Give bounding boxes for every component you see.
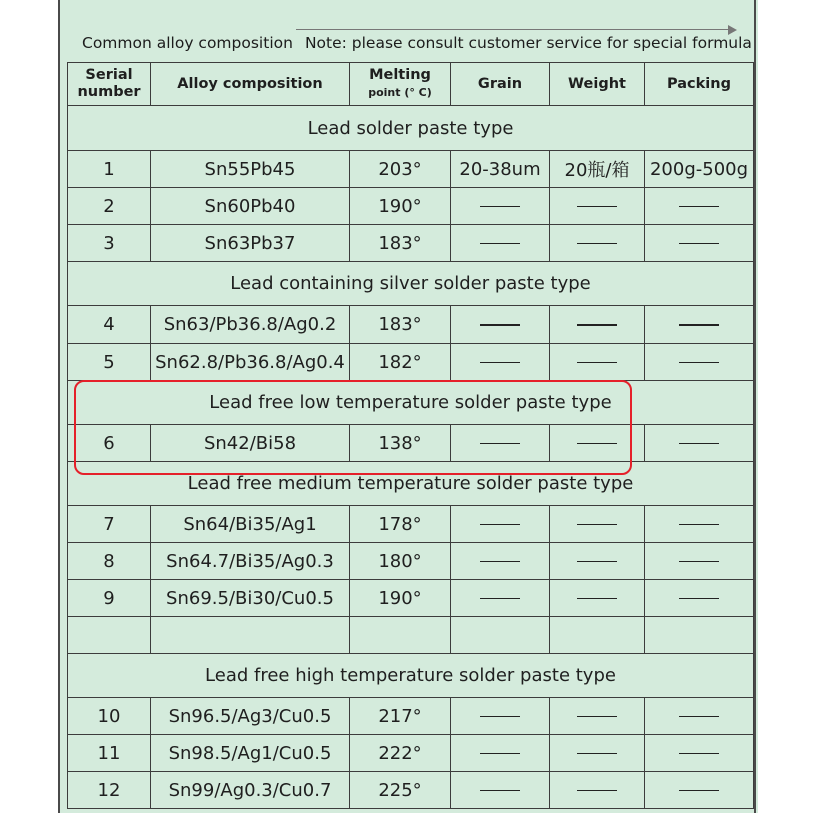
empty-cell bbox=[645, 617, 754, 654]
empty-dash bbox=[480, 753, 520, 755]
melting-cell: 222° bbox=[350, 735, 451, 772]
table-row bbox=[68, 543, 754, 580]
section-row bbox=[68, 262, 754, 306]
empty-dash bbox=[679, 362, 719, 364]
empty-dash bbox=[480, 524, 520, 526]
serial-cell: 10 bbox=[68, 698, 151, 735]
empty-dash bbox=[577, 790, 617, 792]
empty-dash bbox=[480, 324, 520, 326]
empty-cell bbox=[451, 617, 550, 654]
alloy-cell: Sn98.5/Ag1/Cu0.5 bbox=[151, 735, 350, 772]
section-title: Lead solder paste type bbox=[68, 106, 754, 151]
empty-dash bbox=[679, 243, 719, 245]
table-row bbox=[68, 506, 754, 543]
empty-dash bbox=[577, 716, 617, 718]
serial-cell: 1 bbox=[68, 151, 151, 188]
table-row bbox=[68, 225, 754, 262]
table-row bbox=[68, 151, 754, 188]
empty-dash bbox=[679, 324, 719, 326]
packing-cell bbox=[645, 543, 754, 580]
right-frame-line bbox=[754, 0, 756, 813]
packing-cell bbox=[645, 506, 754, 543]
weight-cell bbox=[550, 506, 645, 543]
melting-cell: 217° bbox=[350, 698, 451, 735]
melting-cell: 225° bbox=[350, 772, 451, 809]
grain-cell bbox=[451, 306, 550, 344]
melting-cell: 180° bbox=[350, 543, 451, 580]
empty-dash bbox=[577, 561, 617, 563]
serial-cell: 5 bbox=[68, 344, 151, 381]
alloy-cell: Sn99/Ag0.3/Cu0.7 bbox=[151, 772, 350, 809]
grain-cell bbox=[451, 698, 550, 735]
packing-cell bbox=[645, 225, 754, 262]
arrow-line bbox=[296, 29, 732, 30]
alloy-cell: Sn62.8/Pb36.8/Ag0.4 bbox=[151, 344, 350, 381]
empty-dash bbox=[480, 561, 520, 563]
grain-cell bbox=[451, 772, 550, 809]
melting-cell: 138° bbox=[350, 425, 451, 462]
serial-cell: 6 bbox=[68, 425, 151, 462]
serial-cell: 12 bbox=[68, 772, 151, 809]
header-note: Note: please consult customer service for special formula bbox=[304, 34, 752, 52]
empty-dash bbox=[480, 243, 520, 245]
melting-cell: 182° bbox=[350, 344, 451, 381]
table-row bbox=[68, 580, 754, 617]
empty-dash bbox=[480, 598, 520, 600]
packing-cell bbox=[645, 772, 754, 809]
alloy-cell: Sn69.5/Bi30/Cu0.5 bbox=[151, 580, 350, 617]
empty-dash bbox=[577, 324, 617, 326]
empty-row bbox=[68, 617, 754, 654]
alloy-cell: Sn96.5/Ag3/Cu0.5 bbox=[151, 698, 350, 735]
packing-cell bbox=[645, 306, 754, 344]
column-header-melting: Melting point (° C) bbox=[350, 63, 451, 106]
grain-cell bbox=[451, 188, 550, 225]
table-row bbox=[68, 306, 754, 344]
melting-cell: 178° bbox=[350, 506, 451, 543]
alloy-cell: Sn63Pb37 bbox=[151, 225, 350, 262]
table-row bbox=[68, 188, 754, 225]
empty-cell bbox=[550, 617, 645, 654]
weight-cell bbox=[550, 306, 645, 344]
alloy-cell: Sn42/Bi58 bbox=[151, 425, 350, 462]
serial-cell: 8 bbox=[68, 543, 151, 580]
alloy-cell: Sn55Pb45 bbox=[151, 151, 350, 188]
header-title: Common alloy composition bbox=[82, 34, 293, 52]
empty-cell bbox=[151, 617, 350, 654]
empty-dash bbox=[577, 206, 617, 208]
empty-dash bbox=[577, 598, 617, 600]
packing-cell bbox=[645, 188, 754, 225]
table-row bbox=[68, 772, 754, 809]
table-row bbox=[68, 698, 754, 735]
table-row bbox=[68, 344, 754, 381]
table-header-row bbox=[68, 63, 754, 106]
melting-cell: 203° bbox=[350, 151, 451, 188]
grain-cell bbox=[451, 580, 550, 617]
empty-dash bbox=[577, 243, 617, 245]
column-header-packing: Packing bbox=[645, 63, 754, 106]
serial-cell: 4 bbox=[68, 306, 151, 344]
grain-cell bbox=[451, 344, 550, 381]
packing-cell: 200g-500g bbox=[645, 151, 754, 188]
alloy-cell: Sn60Pb40 bbox=[151, 188, 350, 225]
weight-cell bbox=[550, 543, 645, 580]
empty-dash bbox=[679, 206, 719, 208]
packing-cell bbox=[645, 735, 754, 772]
empty-dash bbox=[577, 524, 617, 526]
weight-cell bbox=[550, 772, 645, 809]
serial-cell: 11 bbox=[68, 735, 151, 772]
alloy-cell: Sn64/Bi35/Ag1 bbox=[151, 506, 350, 543]
packing-cell bbox=[645, 344, 754, 381]
section-title: Lead containing silver solder paste type bbox=[68, 262, 754, 306]
column-header-alloy: Alloy composition bbox=[151, 63, 350, 106]
empty-dash bbox=[679, 598, 719, 600]
alloy-cell: Sn63/Pb36.8/Ag0.2 bbox=[151, 306, 350, 344]
grain-cell: 20-38um bbox=[451, 151, 550, 188]
column-header-weight: Weight bbox=[550, 63, 645, 106]
empty-dash bbox=[577, 362, 617, 364]
alloy-cell: Sn64.7/Bi35/Ag0.3 bbox=[151, 543, 350, 580]
melting-cell: 183° bbox=[350, 225, 451, 262]
serial-cell: 7 bbox=[68, 506, 151, 543]
grain-cell bbox=[451, 225, 550, 262]
serial-cell: 3 bbox=[68, 225, 151, 262]
empty-dash bbox=[577, 753, 617, 755]
grain-cell bbox=[451, 735, 550, 772]
weight-cell bbox=[550, 580, 645, 617]
empty-dash bbox=[679, 790, 719, 792]
highlight-box bbox=[74, 380, 632, 475]
packing-cell bbox=[645, 580, 754, 617]
weight-cell bbox=[550, 188, 645, 225]
empty-cell bbox=[350, 617, 451, 654]
weight-cell bbox=[550, 698, 645, 735]
column-header-grain: Grain bbox=[451, 63, 550, 106]
packing-cell bbox=[645, 425, 754, 462]
weight-cell bbox=[550, 344, 645, 381]
weight-cell bbox=[550, 225, 645, 262]
section-row bbox=[68, 654, 754, 698]
weight-cell: 20瓶/箱 bbox=[550, 151, 645, 188]
header-line bbox=[82, 34, 752, 52]
melting-cell: 190° bbox=[350, 188, 451, 225]
serial-cell: 2 bbox=[68, 188, 151, 225]
left-frame-line bbox=[58, 0, 60, 813]
packing-cell bbox=[645, 698, 754, 735]
melting-cell: 190° bbox=[350, 580, 451, 617]
melting-cell: 183° bbox=[350, 306, 451, 344]
empty-dash bbox=[679, 561, 719, 563]
serial-cell: 9 bbox=[68, 580, 151, 617]
empty-dash bbox=[480, 790, 520, 792]
empty-dash bbox=[480, 716, 520, 718]
grain-cell bbox=[451, 543, 550, 580]
section-title: Lead free medium temperature solder paste type bbox=[68, 462, 754, 506]
empty-dash bbox=[679, 524, 719, 526]
section-row bbox=[68, 106, 754, 151]
weight-cell bbox=[550, 735, 645, 772]
empty-dash bbox=[679, 716, 719, 718]
empty-cell bbox=[68, 617, 151, 654]
empty-dash bbox=[679, 443, 719, 445]
column-header-serial: Serial number bbox=[68, 63, 151, 106]
table-row bbox=[68, 735, 754, 772]
empty-dash bbox=[480, 206, 520, 208]
empty-dash bbox=[679, 753, 719, 755]
section-title: Lead free low temperature solder paste type bbox=[68, 381, 754, 425]
section-title: Lead free high temperature solder paste type bbox=[68, 654, 754, 698]
empty-dash bbox=[480, 362, 520, 364]
grain-cell bbox=[451, 506, 550, 543]
